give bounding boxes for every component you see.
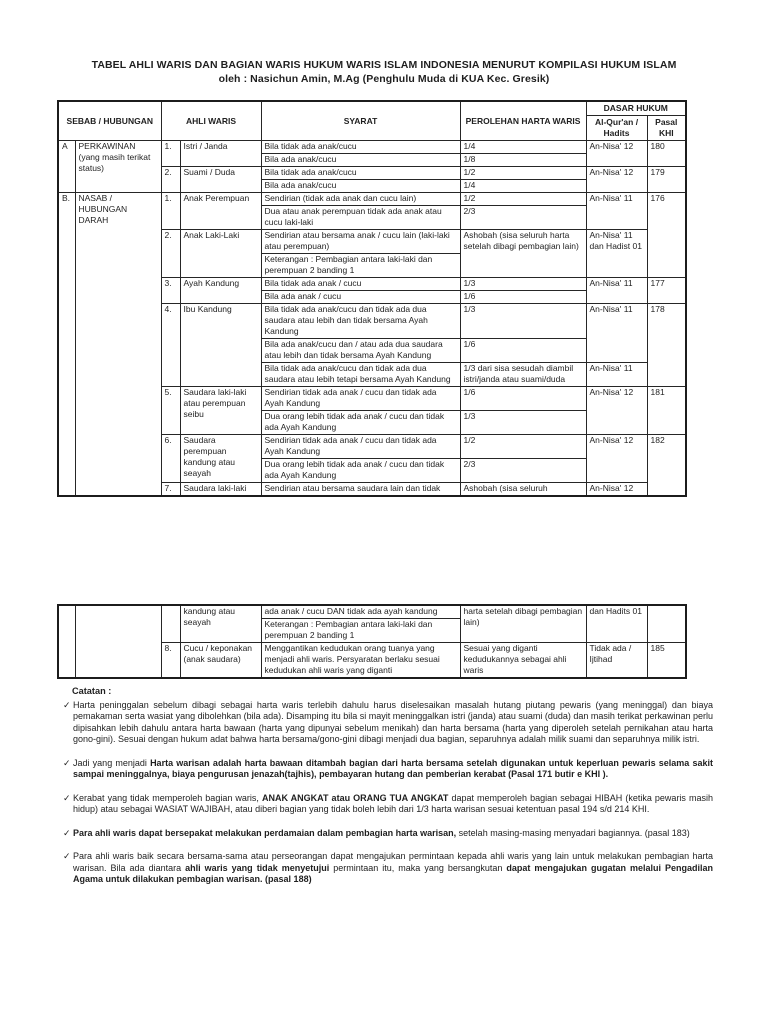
table-cell: NASAB / HUBUNGAN DARAH: [75, 193, 161, 497]
note-segment: ANAK ANGKAT atau ORANG TUA ANGKAT: [261, 792, 449, 803]
table-cell: 177: [647, 278, 686, 304]
note-segment: Kerabat yang tidak memperoleh bagian waris,: [73, 792, 262, 803]
table-cell: An-Nisa' 11: [586, 304, 647, 363]
note-item: [63, 851, 713, 886]
table-cell: An-Nisa' 11 dan Hadist 01: [586, 230, 647, 278]
author-line: oleh : Nasichun Amin, M.Ag (Penghulu Muda di KUA Kec. Gresik): [218, 73, 550, 85]
notes-heading: Catatan :: [72, 686, 112, 696]
table-cell: Keterangan : Pembagian antara laki-laki dan perempuan 2 banding 1: [261, 619, 460, 643]
note-text: [73, 758, 713, 781]
table-cell: dan Hadits 01: [586, 605, 647, 643]
table-cell: 1/3: [460, 278, 586, 291]
table-cell: Ibu Kandung: [180, 304, 261, 387]
table-cell: Saudara laki-laki atau perempuan seibu: [180, 387, 261, 435]
note-text: [73, 700, 713, 746]
table-cell: Bila ada anak/cucu: [261, 180, 460, 193]
table-cell: 1/8: [460, 154, 586, 167]
table-cell: [75, 605, 161, 678]
note-item: [63, 758, 713, 781]
note-segment: Para ahli waris baik secara bersama-sama atau perseorangan dapat mengajukan permintaan kepada ahli waris yang lain untuk melakukan pembagian harta warisan. Bila ada diantara: [73, 851, 713, 873]
table-cell: Saudara perempuan kandung atau seayah: [180, 435, 261, 483]
table-cell: Dua orang lebih tidak ada anak / cucu dan tidak ada Ayah Kandung: [261, 411, 460, 435]
table-cell: Saudara laki-laki: [180, 483, 261, 497]
table-cell: An-Nisa' 12: [586, 167, 647, 193]
table-cell: Bila ada anak/cucu: [261, 154, 460, 167]
note-item: [63, 700, 713, 746]
col-header-perolehan: PEROLEHAN HARTA WARIS: [460, 101, 586, 141]
table-cell: Bila tidak ada anak/cucu dan tidak ada dua saudara atau lebih dan tidak bersama Ayah Kandung: [261, 304, 460, 339]
table-cell: 8.: [161, 643, 180, 679]
notes-list: [63, 700, 713, 886]
table-cell: 3.: [161, 278, 180, 304]
table-cell: 2/3: [460, 206, 586, 230]
table-cell: 4.: [161, 304, 180, 387]
table-cell: Menggantikan kedudukan orang tuanya yang menjadi ahli waris. Persyaratan berlaku sesuai kedudukan ahli waris yang diganti: [261, 643, 460, 679]
table-cell: Sendirian (tidak ada anak dan cucu lain): [261, 193, 460, 206]
table-cell: 179: [647, 167, 686, 193]
table-cell: 1/2: [460, 435, 586, 459]
notes-section: [63, 686, 713, 898]
table-cell: 185: [647, 643, 686, 679]
note-text: [73, 851, 713, 886]
table-cell: [647, 605, 686, 643]
table-cell: 1/6: [460, 339, 586, 363]
table-cell: 1/4: [460, 180, 586, 193]
table-body-main: [58, 141, 686, 497]
page-title: TABEL AHLI WARIS DAN BAGIAN WARIS HUKUM WARIS ISLAM INDONESIA MENURUT KOMPILASI HUKUM ISLAM: [91, 59, 677, 71]
check-icon: ✓: [63, 792, 71, 803]
note-segment: Harta peninggalan sebelum dibagi sebagai harta waris terlebih dahulu harus diselesaikan masalah hutang piutang pewaris (yang meninggal) dan biaya pemakaman serta wasiat yang dibolehkan (bila ada). Disamping itu bila si mayit meninggalkan istri (janda) atau suami (duda) dan masih terikat perkawinan perlu dipisahkan lebih dahulu antara harta bawaan (harta yang dipunyai sebelum menikah) dan harta bersama (harta yang diperoleh setelah pernikahan atau harta gono-gini). Sesuai dengan hukum adat bahwa harta bersama/gono-gini dibagi menjadi dua bagian, separuhnya adalah milik suami dan separuhnya milik istri.: [73, 699, 713, 744]
table-cell: An-Nisa' 11: [586, 363, 647, 387]
table-cell: 180: [647, 141, 686, 167]
col-header-quran-hadits: Al-Qur'an / Hadits: [586, 116, 647, 141]
table-cell: Ashobah (sisa seluruh harta setelah dibagi pembagian lain): [460, 230, 586, 278]
note-segment: permintaan itu, maka yang bersangkutan: [333, 862, 507, 873]
table-cell: Istri / Janda: [180, 141, 261, 167]
table-cell: PERKAWINAN (yang masih terikat status): [75, 141, 161, 193]
check-icon: ✓: [63, 757, 71, 768]
check-icon: ✓: [63, 851, 71, 861]
title-block: [0, 58, 768, 86]
table-cell: An-Nisa' 12: [586, 435, 647, 483]
note-item: [63, 793, 713, 816]
table-cell: Bila ada anak / cucu: [261, 291, 460, 304]
note-segment: Harta warisan adalah harta bawaan ditambah bagian dari harta bersama setelah digunakan untuk keperluan pewaris selama sakit sampai meninggalnya, biaya pengurusan jenazah(tajhis), pembayaran hutang dan pemberian kerabat (Pasal 171 butir e KHI ).: [73, 757, 713, 779]
table-cell: Cucu / keponakan (anak saudara): [180, 643, 261, 679]
table-cell: Bila tidak ada anak/cucu: [261, 167, 460, 180]
table-cell: 1.: [161, 141, 180, 167]
col-header-sebab: SEBAB / HUBUNGAN: [58, 101, 161, 141]
note-segment: Para ahli waris dapat bersepakat melakukan perdamaian dalam pembagian harta warisan,: [73, 827, 459, 838]
table-cell: 5.: [161, 387, 180, 435]
table-cell: 2.: [161, 230, 180, 278]
table-row: [58, 605, 686, 619]
table-header: [58, 101, 686, 141]
table-cell: [58, 605, 75, 678]
note-text: [73, 793, 713, 816]
table-cell: Bila tidak ada anak / cucu: [261, 278, 460, 291]
note-segment: ahli waris yang tidak menyetujui: [185, 862, 334, 873]
table-cell: A: [58, 141, 75, 193]
table-cell: 1.: [161, 193, 180, 230]
table-cell: Anak Laki-Laki: [180, 230, 261, 278]
table-cell: kandung atau seayah: [180, 605, 261, 643]
table-cell: Anak Perempuan: [180, 193, 261, 230]
note-text: [73, 828, 713, 840]
table-cell: B.: [58, 193, 75, 497]
table-cell: Bila ada anak/cucu dan / atau ada dua saudara atau lebih dan tidak bersama Ayah Kandung: [261, 339, 460, 363]
table-cell: An-Nisa' 11: [586, 193, 647, 230]
table-cell: 1/3 dari sisa sesudah diambil istri/janda atau suami/duda: [460, 363, 586, 387]
table-cell: 176: [647, 193, 686, 278]
table-cell: 2.: [161, 167, 180, 193]
table-cell: Tidak ada / Ijtihad: [586, 643, 647, 679]
table-cell: 181: [647, 387, 686, 435]
col-header-ahli-waris: AHLI WARIS: [161, 101, 261, 141]
table-cell: Sesuai yang diganti kedudukannya sebagai ahli waris: [460, 643, 586, 679]
table-cell: Sendirian atau bersama anak / cucu lain (laki-laki atau perempuan): [261, 230, 460, 254]
table-cell: Bila tidak ada anak/cucu: [261, 141, 460, 154]
note-segment: setelah masing-masing menyadari bagiannya. (pasal 183): [458, 827, 690, 838]
table-cell: 7.: [161, 483, 180, 497]
table-cell: Sendirian tidak ada anak / cucu dan tidak ada Ayah Kandung: [261, 387, 460, 411]
table-cell: 1/2: [460, 167, 586, 180]
table-cell: An-Nisa' 11: [586, 278, 647, 304]
inheritance-table: [57, 100, 687, 497]
note-segment: dapat memperoleh bagian sebagai HIBAH (ketika pewaris masih hidup) atau sebagai WASIAT WAJIBAH, atau diberi bagian yang tidak boleh lebih dari 1/3 harta warisan sesuai ketentuan pasal 194 s/d 214 KHI.: [73, 792, 714, 814]
table-cell: 1/6: [460, 291, 586, 304]
note-item: [63, 828, 713, 840]
table-cell: Sendirian tidak ada anak / cucu dan tidak ada Ayah Kandung: [261, 435, 460, 459]
table-cell: harta setelah dibagi pembagian lain): [460, 605, 586, 643]
table-row: [58, 193, 686, 206]
table-cell: 182: [647, 435, 686, 497]
check-icon: ✓: [63, 827, 71, 838]
table-cell: An-Nisa' 12: [586, 483, 647, 497]
inheritance-table-continuation: [57, 604, 687, 679]
col-header-pasal-khi: Pasal KHI: [647, 116, 686, 141]
table-cell: Ayah Kandung: [180, 278, 261, 304]
table-cell: 6.: [161, 435, 180, 483]
table-cell: An-Nisa' 12: [586, 141, 647, 167]
table-cell: An-Nisa' 12: [586, 387, 647, 435]
table-cell: Suami / Duda: [180, 167, 261, 193]
table-cell: 178: [647, 304, 686, 387]
table-cell: 2/3: [460, 459, 586, 483]
table-cell: [161, 605, 180, 643]
table-cell: Bila tidak ada anak/cucu dan tidak ada dua saudara atau lebih tetapi bersama Ayah Kandung: [261, 363, 460, 387]
table-cell: Keterangan : Pembagian antara laki-laki dan perempuan 2 banding 1: [261, 254, 460, 278]
table-cell: 1/6: [460, 387, 586, 411]
note-segment: Jadi yang menjadi: [73, 757, 151, 768]
table-cell: 1/4: [460, 141, 586, 154]
table-body-continuation: [58, 605, 686, 678]
check-icon: ✓: [63, 699, 71, 710]
table-cell: 1/3: [460, 411, 586, 435]
table-row: [58, 141, 686, 154]
table-cell: 1/2: [460, 193, 586, 206]
table-cell: Dua atau anak perempuan tidak ada anak atau cucu laki-laki: [261, 206, 460, 230]
table-cell: Sendirian atau bersama saudara lain dan tidak: [261, 483, 460, 497]
table-cell: ada anak / cucu DAN tidak ada ayah kandung: [261, 605, 460, 619]
table-cell: Ashobah (sisa seluruh: [460, 483, 586, 497]
table-cell: 1/3: [460, 304, 586, 339]
note-segment: dapat mengajukan gugatan melalui Pengadilan Agama untuk dilakukan pembagian warisan. (pasal 188): [73, 862, 713, 884]
col-header-syarat: SYARAT: [261, 101, 460, 141]
col-header-dasar-hukum: DASAR HUKUM: [586, 101, 686, 116]
table-cell: Dua orang lebih tidak ada anak / cucu dan tidak ada Ayah Kandung: [261, 459, 460, 483]
